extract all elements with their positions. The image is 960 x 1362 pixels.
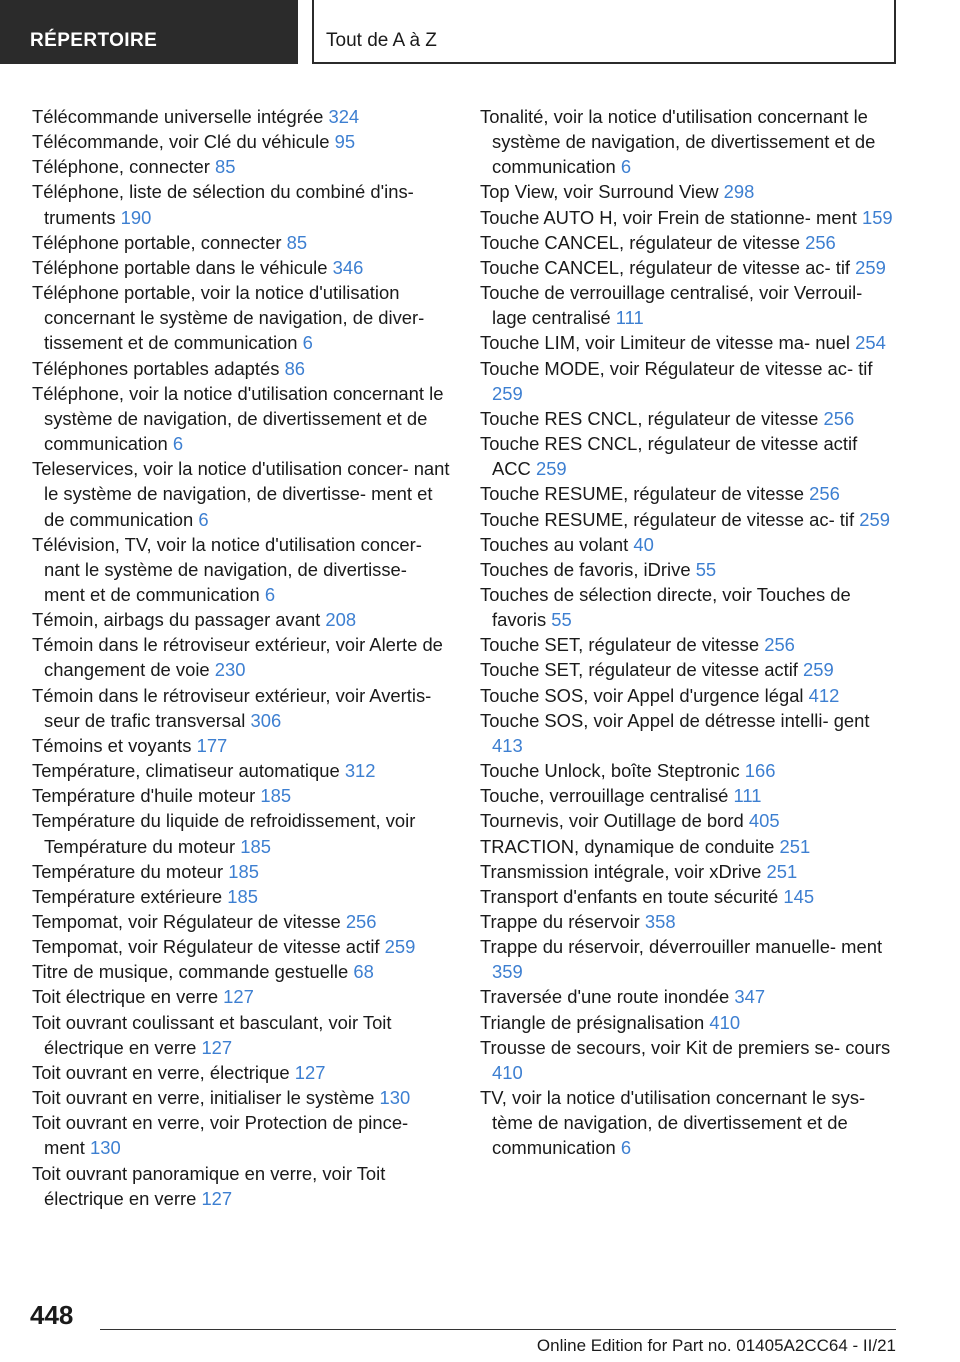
page-reference-link[interactable]: 185	[240, 835, 271, 857]
index-entry	[480, 179, 900, 204]
page-reference-link[interactable]: 6	[620, 1137, 632, 1159]
page-reference-link[interactable]: 410	[709, 1011, 741, 1033]
page-reference-link[interactable]: 259	[855, 256, 886, 278]
page-reference-link[interactable]: 256	[345, 911, 377, 932]
page-reference-link[interactable]: 306	[250, 709, 282, 731]
page-reference-link[interactable]: 185	[228, 860, 259, 882]
entry-text: Toit ouvrant coulissant et basculant, voir Toit électrique en verre	[32, 1011, 392, 1058]
index-entry	[480, 708, 900, 758]
index-entry	[32, 1161, 452, 1211]
page-reference-link[interactable]: 55	[551, 609, 572, 631]
section-tab: RÉPERTOIRE	[0, 0, 298, 64]
page-reference-link[interactable]: 259	[803, 659, 834, 681]
entry-text: Touche SET, régulateur de vitesse actif	[480, 659, 798, 681]
page-reference-link[interactable]: 95	[334, 131, 356, 153]
index-entry	[32, 1060, 452, 1085]
page-reference-link[interactable]: 405	[748, 810, 780, 832]
index-entry	[32, 154, 452, 179]
entry-text: Téléphone portable, connecter	[32, 231, 282, 253]
entry-text: Touche, verrouillage centralisé	[480, 785, 729, 807]
entry-text: Titre de musique, commande gestuelle	[32, 961, 349, 983]
page-reference-link[interactable]: 259	[535, 458, 567, 480]
page-reference-link[interactable]: 6	[302, 332, 313, 354]
index-entry	[480, 406, 900, 431]
entry-text: Top View, voir Surround View	[480, 181, 719, 203]
entry-text: Température, climatiseur automatique	[32, 760, 340, 782]
index-entry	[32, 783, 452, 808]
page-reference-link[interactable]: 254	[855, 332, 886, 354]
page-reference-link[interactable]: 251	[779, 835, 811, 857]
index-entry	[480, 808, 900, 833]
entry-text: Toit ouvrant panoramique en verre, voir Toit électrique en verre	[32, 1162, 386, 1209]
entry-text: Trousse de secours, voir Kit de premiers se‐ cours	[480, 1036, 891, 1058]
index-entry	[32, 1110, 452, 1160]
page-header	[0, 0, 960, 66]
index-entry	[32, 532, 452, 607]
entry-text: Téléphone, voir la notice d'utilisation concernant le système de navigation, de divertissement et de communication	[32, 382, 444, 455]
footer-divider	[100, 1329, 896, 1330]
page-reference-link[interactable]: 358	[644, 911, 676, 932]
page-reference-link[interactable]: 413	[492, 734, 523, 756]
page-reference-link[interactable]: 177	[196, 734, 228, 756]
entry-text: TRACTION, dynamique de conduite	[480, 835, 775, 857]
page-reference-link[interactable]: 130	[379, 1087, 411, 1109]
entry-text: Témoin dans le rétroviseur extérieur, voir Avertis‐ seur de trafic transversal	[32, 684, 432, 731]
index-entry	[32, 1010, 452, 1060]
index-entry	[32, 909, 452, 934]
entry-text: TV, voir la notice d'utilisation concernant le sys‐ tème de navigation, de divertissement et de communication	[480, 1087, 866, 1159]
page-reference-link[interactable]: 410	[492, 1061, 523, 1083]
page-reference-link[interactable]: 190	[120, 206, 152, 228]
entry-text: Touche RES CNCL, régulateur de vitesse actif ACC	[480, 433, 858, 480]
index-entry	[480, 230, 900, 255]
entry-text: Témoin dans le rétroviseur extérieur, voir Alerte de changement de voie	[32, 634, 443, 681]
entry-text: Touche MODE, voir Régulateur de vitesse ac‐ tif	[480, 357, 873, 379]
page-reference-link[interactable]: 208	[325, 609, 357, 631]
entry-text: Touche RES CNCL, régulateur de vitesse	[480, 407, 819, 429]
entry-text: Touche SOS, voir Appel d'urgence légal	[480, 684, 804, 706]
page-reference-link[interactable]: 251	[766, 860, 798, 882]
page-reference-link[interactable]: 256	[805, 231, 836, 253]
index-entry	[480, 481, 900, 506]
entry-text: Température d'huile moteur	[32, 785, 256, 807]
entry-text: Transmission intégrale, voir xDrive	[480, 860, 762, 882]
index-entry	[32, 179, 452, 229]
entry-text: Température extérieure	[32, 885, 223, 907]
entry-text: Traversée d'une route inondée	[480, 986, 730, 1008]
page-reference-link[interactable]: 185	[260, 785, 292, 807]
index-entry	[32, 356, 452, 381]
index-column-right	[480, 104, 900, 1161]
index-entry	[32, 683, 452, 733]
entry-text: Télécommande, voir Clé du véhicule	[32, 131, 330, 153]
entry-text: Témoins et voyants	[32, 734, 192, 756]
index-entry	[32, 104, 452, 129]
page-reference-link[interactable]: 166	[744, 760, 776, 782]
entry-text: Touches de favoris, iDrive	[480, 558, 691, 580]
page-reference-link[interactable]: 324	[328, 106, 360, 127]
page-reference-link[interactable]: 256	[809, 483, 840, 505]
page-reference-link[interactable]: 256	[823, 407, 855, 429]
page-reference-link[interactable]: 86	[284, 357, 306, 379]
page-reference-link[interactable]: 111	[733, 785, 762, 807]
index-entry	[32, 959, 452, 984]
index-entry	[480, 582, 900, 632]
page-reference-link[interactable]: 359	[492, 961, 523, 983]
entry-text: Toit ouvrant en verre, électrique	[32, 1061, 290, 1083]
entry-text: Touche SOS, voir Appel de détresse intelli‐ gent	[480, 709, 870, 731]
index-entry	[32, 733, 452, 758]
index-entry	[32, 808, 452, 858]
index-entry	[480, 683, 900, 708]
entry-text: Témoin, airbags du passager avant	[32, 609, 321, 631]
index-entry	[480, 632, 900, 657]
index-entry	[32, 255, 452, 280]
index-entry	[480, 532, 900, 557]
index-entry	[480, 280, 900, 330]
entry-text: Tempomat, voir Régulateur de vitesse	[32, 911, 341, 932]
entry-text: Touche AUTO H, voir Frein de stationne‐ ment	[480, 206, 857, 228]
index-entry	[480, 205, 900, 230]
entry-text: Touche RESUME, régulateur de vitesse ac‐ tif	[480, 508, 855, 530]
entry-text: Toit électrique en verre	[32, 986, 219, 1008]
index-entry	[480, 1085, 900, 1160]
page-reference-link[interactable]: 346	[332, 256, 364, 278]
index-entry	[32, 884, 452, 909]
index-entry	[32, 280, 452, 355]
entry-text: Télécommande universelle intégrée	[32, 106, 324, 127]
section-title: Tout de A à Z	[312, 0, 896, 64]
entry-text: Trappe du réservoir, déverrouiller manuelle‐ ment	[480, 936, 883, 958]
page-reference-link[interactable]: 68	[353, 961, 374, 983]
page-reference-link[interactable]: 40	[633, 533, 654, 555]
edition-note: Online Edition for Part no. 01405A2CC64 - II/21	[536, 1336, 896, 1355]
page-reference-link[interactable]: 6	[198, 508, 209, 530]
page-reference-link[interactable]: 298	[723, 181, 755, 203]
page-reference-link[interactable]: 259	[384, 936, 416, 958]
index-entry	[32, 381, 452, 456]
page-reference-link[interactable]: 259	[492, 382, 523, 404]
page-reference-link[interactable]: 85	[215, 156, 236, 178]
entry-text: Teleservices, voir la notice d'utilisation concer‐ nant le système de navigation, de divertisse‐ ment et de communication	[32, 458, 450, 530]
index-entry	[32, 129, 452, 154]
page-reference-link[interactable]: 127	[223, 986, 254, 1008]
page-reference-link[interactable]: 347	[734, 986, 766, 1008]
index-entry	[32, 607, 452, 632]
page-reference-link[interactable]: 127	[201, 1036, 233, 1058]
page-reference-link[interactable]: 230	[214, 659, 246, 681]
page-reference-link[interactable]: 256	[764, 634, 795, 656]
index-entry	[480, 431, 900, 481]
index-entry	[480, 1010, 900, 1035]
page-reference-link[interactable]: 6	[172, 433, 184, 455]
entry-text: Tonalité, voir la notice d'utilisation concernant le système de navigation, de divertissement et de communication	[480, 106, 876, 178]
index-column-left	[32, 104, 452, 1211]
index-entry	[480, 859, 900, 884]
entry-text: Température du moteur	[32, 860, 224, 882]
page-number: 448	[30, 1300, 74, 1330]
index-entry	[480, 1035, 900, 1085]
page-reference-link[interactable]: 185	[227, 885, 258, 907]
page-reference-link[interactable]: 55	[695, 558, 717, 580]
entry-text: Touche de verrouillage centralisé, voir Verrouil‐ lage centralisé	[480, 282, 863, 329]
entry-text: Tournevis, voir Outillage de bord	[480, 810, 744, 832]
entry-text: Température du liquide de refroidissement, voir Température du moteur	[32, 810, 416, 857]
page-reference-link[interactable]: 127	[201, 1187, 233, 1209]
page-reference-link[interactable]: 6	[620, 156, 632, 178]
entry-text: Trappe du réservoir	[480, 911, 640, 932]
entry-text: Téléphone portable, voir la notice d'utilisation concernant le système de navigation, de diver‐ tissement et de communication	[32, 282, 425, 354]
entry-text: Téléphone portable dans le véhicule	[32, 256, 328, 278]
index-entry	[480, 783, 900, 808]
index-entry	[480, 507, 900, 532]
entry-text: Touche RESUME, régulateur de vitesse	[480, 483, 805, 505]
entry-text: Touche Unlock, boîte Steptronic	[480, 760, 740, 782]
index-entry	[32, 456, 452, 531]
page-reference-link[interactable]: 259	[859, 508, 890, 530]
page-reference-link[interactable]: 412	[808, 684, 840, 706]
entry-text: Touches au volant	[480, 533, 629, 555]
entry-text: Téléphones portables adaptés	[32, 357, 280, 379]
entry-text: Toit ouvrant en verre, initialiser le système	[32, 1087, 375, 1109]
index-entry	[32, 859, 452, 884]
entry-text: Téléphone, connecter	[32, 156, 210, 178]
index-entry	[480, 984, 900, 1009]
entry-text: Touche SET, régulateur de vitesse	[480, 634, 760, 656]
index-entry	[480, 934, 900, 984]
index-entry	[32, 984, 452, 1009]
page-reference-link[interactable]: 111	[615, 307, 644, 329]
page-reference-link[interactable]: 159	[861, 206, 893, 228]
index-entry	[480, 330, 900, 355]
index-entry	[480, 557, 900, 582]
index-entry	[480, 255, 900, 280]
page-reference-link[interactable]: 130	[90, 1137, 121, 1159]
index-entry	[480, 758, 900, 783]
index-entry	[480, 356, 900, 406]
index-entry	[480, 104, 900, 179]
entry-text: Télévision, TV, voir la notice d'utilisation concer‐ nant le système de navigation, de divertisse‐ ment et de communication	[32, 533, 422, 605]
index-entry	[32, 758, 452, 783]
index-entry	[480, 884, 900, 909]
index-entry	[32, 230, 452, 255]
entry-text: Triangle de présignalisation	[480, 1011, 705, 1033]
entry-text: Toit ouvrant en verre, voir Protection de pince‐ ment	[32, 1112, 409, 1159]
index-entry	[32, 934, 452, 959]
entry-text: Transport d'enfants en toute sécurité	[480, 885, 779, 907]
page-reference-link[interactable]: 145	[783, 885, 815, 907]
entry-text: Touche LIM, voir Limiteur de vitesse ma‐ nuel	[480, 332, 851, 354]
entry-text: Touche CANCEL, régulateur de vitesse ac‐ tif	[480, 256, 851, 278]
entry-text: Touches de sélection directe, voir Touches de favoris	[480, 583, 851, 631]
index-entry	[480, 909, 900, 934]
entry-text: Tempomat, voir Régulateur de vitesse actif	[32, 936, 380, 958]
index-entry	[480, 657, 900, 682]
page-reference-link[interactable]: 312	[344, 760, 376, 782]
index-entry	[32, 632, 452, 682]
page-reference-link[interactable]: 85	[286, 231, 308, 253]
index-entry	[32, 1085, 452, 1110]
entry-text: Téléphone, liste de sélection du combiné d'ins‐ truments	[32, 181, 414, 228]
page-reference-link[interactable]: 6	[264, 583, 276, 605]
page-reference-link[interactable]: 127	[294, 1061, 326, 1083]
index-entry	[480, 834, 900, 859]
entry-text: Touche CANCEL, régulateur de vitesse	[480, 231, 800, 253]
